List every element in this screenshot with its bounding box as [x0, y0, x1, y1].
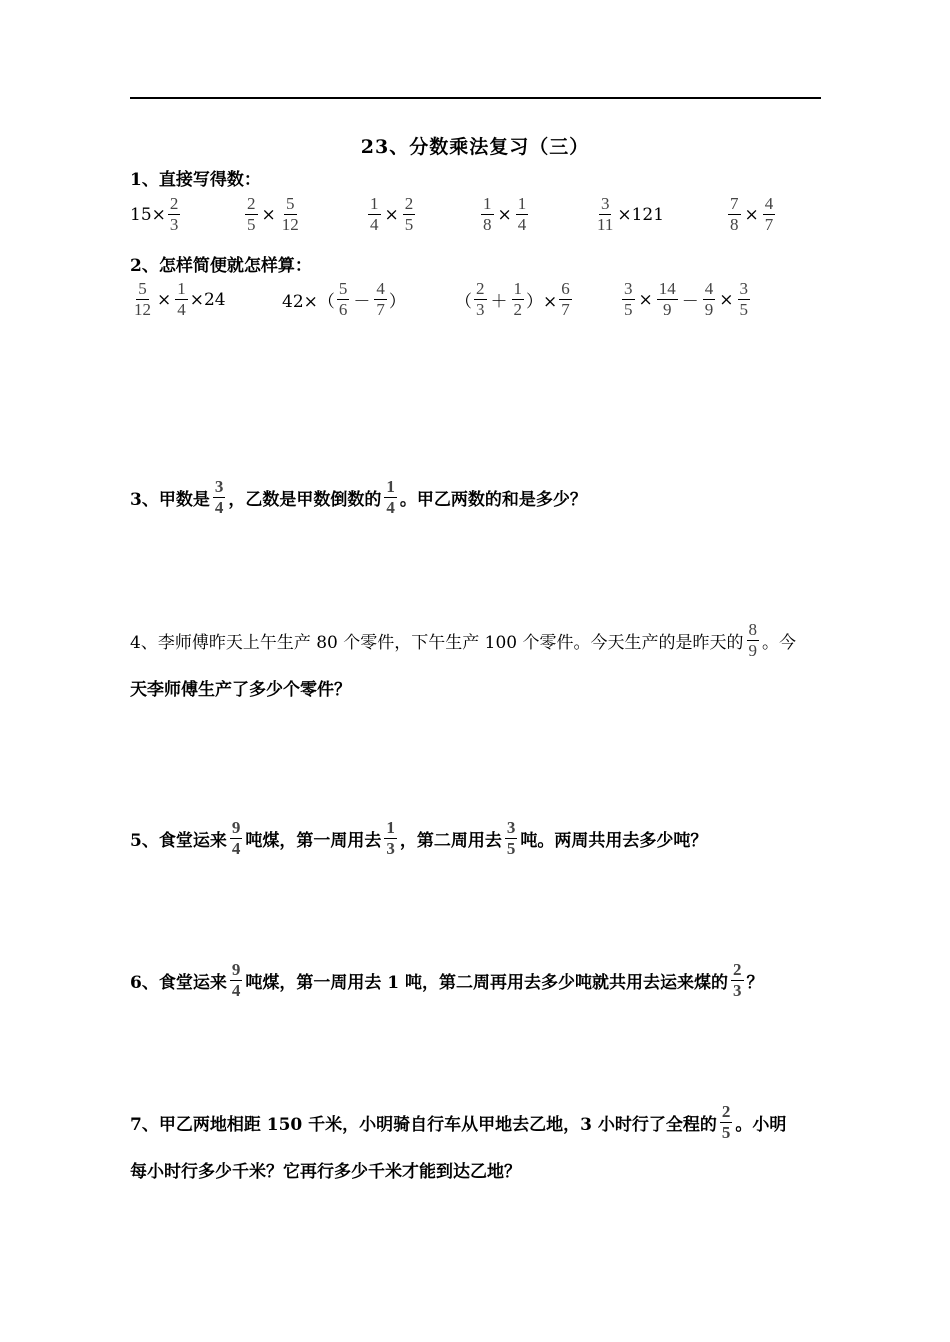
denominator: 9 [704, 300, 714, 319]
fraction [559, 279, 572, 320]
numerator: 5 [138, 279, 147, 298]
question-text: ？ [746, 973, 764, 993]
question-7 [130, 1102, 786, 1143]
s1-expression-1 [130, 194, 182, 235]
fraction [595, 194, 615, 235]
operator: × [719, 289, 734, 310]
denominator: 5 [404, 215, 414, 234]
numerator: 3 [624, 279, 633, 298]
denominator: 5 [721, 1123, 731, 1142]
operator: × [497, 204, 512, 225]
denominator: 12 [281, 215, 299, 234]
denominator: 4 [517, 215, 527, 234]
fraction [245, 194, 258, 235]
operand-text: ）× [526, 292, 558, 312]
question-text: ，乙数是甲数倒数的 [228, 490, 382, 510]
fraction [368, 194, 381, 235]
fraction [374, 279, 387, 320]
fraction [763, 194, 776, 235]
question-text: 3、甲数是 [130, 490, 210, 510]
fraction [132, 279, 153, 320]
fraction [384, 477, 397, 518]
denominator: 12 [134, 300, 151, 319]
fraction [703, 279, 716, 320]
denominator: 5 [506, 839, 516, 858]
operand-text: 15× [130, 204, 166, 225]
numerator: 5 [338, 279, 348, 298]
question-text: 6、食堂运来 [130, 973, 227, 993]
fraction [738, 279, 751, 320]
denominator: 3 [476, 300, 485, 319]
numerator: 3 [739, 279, 748, 298]
s1-expression-2 [243, 194, 303, 235]
operator: × [638, 289, 653, 310]
denominator: 2 [513, 300, 522, 319]
operator: － [681, 292, 699, 312]
numerator: 1 [386, 818, 395, 837]
numerator: 8 [748, 620, 758, 639]
question-text: 7、甲乙两地相距 150 千米，小明骑自行车从甲地去乙地，3 小时行了全程的 [130, 1115, 717, 1135]
denominator: 9 [663, 300, 672, 319]
denominator: 8 [730, 215, 739, 234]
s1-expression-4 [479, 194, 530, 235]
question-text: 吨煤，第一周用去 [245, 831, 382, 851]
fraction [168, 194, 181, 235]
denominator: 6 [338, 300, 348, 319]
numerator: 4 [704, 279, 714, 298]
numerator: 3 [506, 818, 516, 837]
numerator: 1 [386, 477, 395, 496]
numerator: 2 [721, 1102, 731, 1121]
question-text: 。甲乙两数的和是多少？ [399, 490, 587, 510]
numerator: 1 [513, 279, 522, 298]
numerator: 3 [214, 477, 224, 496]
fraction [622, 279, 635, 320]
question-6 [130, 960, 764, 1001]
numerator: 4 [764, 194, 774, 213]
numerator: 2 [476, 279, 485, 298]
operand-text: 42×（ [282, 292, 335, 312]
denominator: 4 [231, 981, 241, 1000]
denominator: 7 [561, 300, 570, 319]
numerator: 6 [561, 279, 570, 298]
question-text: ，第二周用去 [399, 831, 502, 851]
question-4 [130, 620, 796, 661]
denominator: 7 [764, 215, 774, 234]
operand-text: ） [388, 292, 406, 312]
fraction [213, 477, 226, 518]
operand-text: （ [455, 292, 472, 312]
denominator: 3 [386, 839, 395, 858]
operator: － [353, 292, 371, 312]
fraction [481, 194, 494, 235]
denominator: 4 [214, 498, 224, 517]
operator: × [261, 204, 276, 225]
fraction [337, 279, 350, 320]
fraction [280, 194, 301, 235]
fraction [728, 194, 741, 235]
question-4-line-2: 天李师傅生产了多少个零件？ [130, 680, 351, 700]
denominator: 5 [247, 215, 256, 234]
s2-expression-4 [620, 279, 752, 320]
numerator: 9 [231, 960, 241, 979]
question-text: 4、李师傅昨天上午生产 80 个零件，下午生产 100 个零件。今天生产的是昨天的 [130, 633, 744, 653]
denominator: 4 [231, 839, 241, 858]
fraction [731, 960, 744, 1001]
operator: ＋ [490, 292, 508, 312]
operand-text: ×24 [189, 289, 226, 310]
s2-expression-2 [282, 279, 406, 320]
denominator: 4 [177, 300, 186, 319]
denominator: 3 [169, 215, 179, 234]
numerator: 1 [370, 194, 379, 213]
s2-expression-3 [455, 279, 574, 320]
denominator: 11 [597, 215, 614, 234]
fraction [230, 960, 243, 1001]
numerator: 2 [247, 194, 256, 213]
numerator: 14 [658, 279, 676, 298]
operator: × [157, 289, 172, 310]
s1-expression-3 [366, 194, 417, 235]
numerator: 5 [286, 194, 295, 213]
numerator: 7 [730, 194, 739, 213]
fraction [474, 279, 487, 320]
section-2-heading: 2、怎样简便就怎样算： [130, 256, 312, 276]
denominator: 4 [370, 215, 379, 234]
denominator: 8 [483, 215, 492, 234]
numerator: 2 [404, 194, 414, 213]
fraction [657, 279, 678, 320]
numerator: 1 [483, 194, 492, 213]
denominator: 3 [733, 981, 742, 1000]
numerator: 3 [600, 194, 610, 213]
denominator: 7 [376, 300, 385, 319]
denominator: 4 [386, 498, 395, 517]
s2-expression-1 [130, 279, 226, 320]
question-7-line-2: 每小时行多少千米？它再行多少千米才能到达乙地？ [130, 1162, 521, 1182]
denominator: 5 [739, 300, 748, 319]
question-text: 。小明 [735, 1115, 787, 1135]
numerator: 1 [177, 279, 186, 298]
question-text: 吨。两周共用去多少吨？ [520, 831, 708, 851]
question-text: 。今 [762, 633, 797, 653]
operator: × [384, 204, 399, 225]
question-5 [130, 818, 707, 859]
page-title: 23、分数乘法复习（三） [360, 136, 590, 158]
fraction [747, 620, 760, 661]
numerator: 2 [733, 960, 742, 979]
denominator: 9 [748, 641, 758, 660]
fraction [720, 1102, 733, 1143]
numerator: 1 [517, 194, 527, 213]
operator: × [744, 204, 759, 225]
numerator: 4 [376, 279, 385, 298]
question-text: 吨煤，第一周用去 1 吨，第二周再用去多少吨就共用去运来煤的 [245, 973, 729, 993]
operand-text: ×121 [617, 204, 665, 225]
fraction [403, 194, 416, 235]
fraction [384, 818, 397, 859]
s1-expression-5 [593, 194, 664, 235]
fraction [505, 818, 518, 859]
s1-expression-6 [726, 194, 777, 235]
question-3 [130, 477, 587, 518]
fraction [516, 194, 529, 235]
question-text: 5、食堂运来 [130, 831, 227, 851]
numerator: 9 [231, 818, 241, 837]
numerator: 2 [169, 194, 179, 213]
fraction [230, 818, 243, 859]
fraction [512, 279, 525, 320]
fraction [175, 279, 188, 320]
denominator: 5 [624, 300, 633, 319]
header-rule [130, 97, 821, 99]
section-1-heading: 1、直接写得数： [130, 170, 261, 190]
